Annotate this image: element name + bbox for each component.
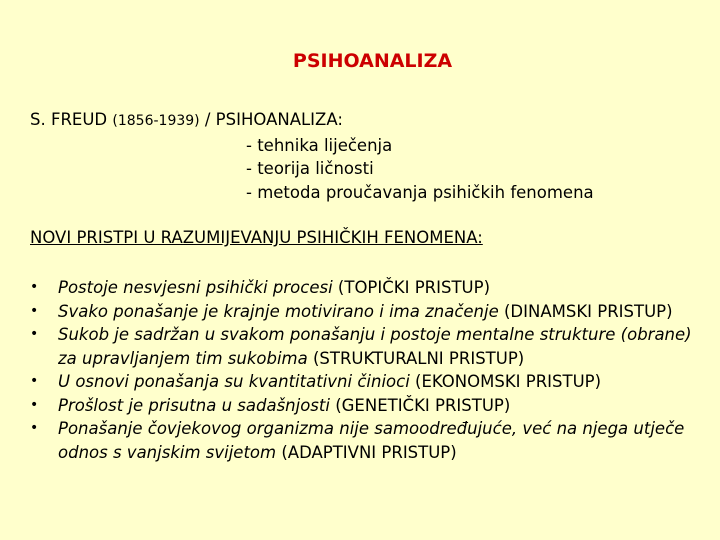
bullet-icon: • [30, 302, 39, 319]
author-name: S. FREUD [30, 110, 108, 129]
list-item [30, 276, 710, 300]
bullet-icon: • [30, 420, 39, 436]
bullet-icon: • [30, 326, 39, 342]
bullet-approach-label: (ADAPTIVNI PRISTUP) [276, 442, 457, 462]
intro-line [30, 108, 594, 134]
bullet-approach-label: (EKONOMSKI PRISTUP) [409, 372, 602, 391]
bullet-italic-text: Prošlost je prisutna u sadašnjosti [58, 395, 330, 415]
author-years: (1856-1939) [112, 113, 200, 129]
list-item [30, 417, 710, 464]
technique-item: - tehnika liječenja [246, 135, 393, 155]
bullet-italic-text: Svako ponašanje je krajnje motivirano i ima značenje [58, 301, 499, 321]
section-heading: NOVI PRISTPI U RAZUMIJEVANJU PSIHIČKIH FENOMENA: [30, 228, 483, 247]
bullet-approach-label: (STRUKTURALNI PRISTUP) [307, 348, 525, 368]
bullet-icon: • [30, 373, 39, 389]
intro-section [30, 108, 594, 204]
list-item [30, 300, 710, 324]
bullet-italic-text: Ponašanje čovjekovog organizma nije samoodređujuće, već na njega utječe odnos s vanjskim svijetom [58, 419, 685, 462]
technique-item: - metoda proučavanja psihičkih fenomena [246, 182, 594, 202]
list-item [30, 394, 710, 418]
bullet-icon: • [30, 396, 39, 413]
bullet-approach-label: (GENETIČKI PRISTUP) [329, 395, 511, 415]
page-title: PSIHOANALIZA [292, 50, 453, 72]
list-item [30, 323, 710, 370]
technique-item: - teorija ličnosti [246, 159, 374, 178]
intro-heading: / PSIHOANALIZA: [204, 110, 343, 129]
bullet-icon: • [30, 279, 39, 295]
bullet-approach-label: (TOPIČKI PRISTUP) [332, 278, 491, 297]
list-item [30, 370, 710, 394]
approach-list [30, 276, 710, 464]
bullet-approach-label: (DINAMSKI PRISTUP) [498, 301, 673, 321]
bullet-italic-text: Postoje nesvjesni psihički procesi [58, 278, 333, 297]
bullet-italic-text: U osnovi ponašanja su kvantitativni činioci [58, 372, 410, 391]
bullet-italic-text: Sukob je sadržan u svakom ponašanju i postoje mentalne strukture (obrane) za upravljanjem tim sukobima [58, 325, 692, 368]
